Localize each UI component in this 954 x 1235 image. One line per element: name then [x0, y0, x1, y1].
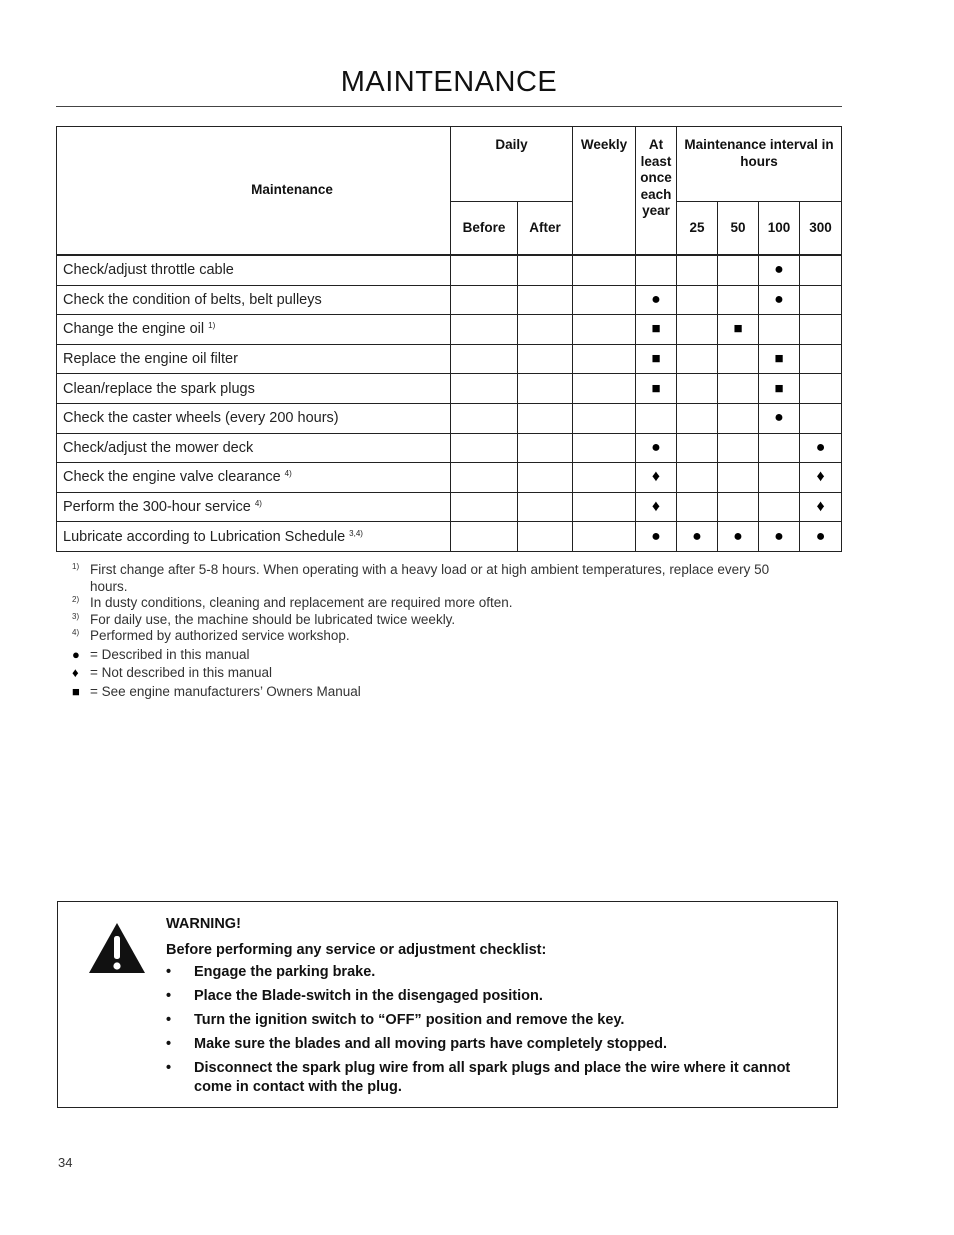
legend-text: = Described in this manual	[90, 646, 250, 662]
footnote-text: Performed by authorized service workshop.	[90, 628, 350, 643]
task-cell	[57, 403, 451, 433]
legend-item	[72, 684, 772, 701]
task-cell	[57, 285, 451, 315]
warning-item	[166, 987, 806, 1006]
cell-100h	[759, 344, 800, 374]
task-footnote-ref: 4)	[254, 499, 262, 509]
task-label: Perform the 300-hour service	[63, 499, 251, 516]
warning-title: WARNING!	[166, 916, 241, 932]
cell-daily-before	[451, 374, 518, 404]
page-title: MAINTENANCE	[340, 66, 558, 98]
header-300-hours: 300	[800, 202, 842, 256]
cell-daily-after	[518, 403, 573, 433]
footnote	[72, 628, 772, 645]
header-50-hours: 50	[718, 202, 759, 256]
square-mark: ■	[651, 379, 661, 397]
bullet-icon: •	[166, 1036, 172, 1052]
warning-text	[166, 916, 806, 1102]
cell-daily-after	[518, 315, 573, 345]
circle-mark: ●	[692, 527, 702, 545]
cell-25h	[677, 374, 718, 404]
task-label: Lubricate according to Lubrication Schedule	[63, 528, 346, 545]
table-row	[57, 492, 842, 522]
circle-mark: ●	[815, 438, 826, 456]
cell-weekly	[573, 403, 636, 433]
warning-item	[166, 1035, 806, 1054]
table-row	[57, 433, 842, 463]
header-at-least-once: At least once each year	[636, 127, 677, 256]
header-before: Before	[451, 202, 518, 256]
header-100-hours: 100	[759, 202, 800, 256]
symbol-legend	[72, 647, 772, 701]
cell-300h	[800, 403, 842, 433]
cell-yearly	[636, 433, 677, 463]
task-cell	[57, 315, 451, 345]
table-row	[57, 463, 842, 493]
header-daily: Daily	[451, 127, 573, 202]
cell-yearly	[636, 285, 677, 315]
cell-25h	[677, 403, 718, 433]
cell-50h	[718, 492, 759, 522]
cell-yearly	[636, 463, 677, 493]
cell-daily-before	[451, 522, 518, 552]
cell-100h	[759, 492, 800, 522]
maintenance-schedule-table	[56, 126, 842, 552]
cell-300h	[800, 433, 842, 463]
cell-weekly	[573, 285, 636, 315]
cell-50h	[718, 403, 759, 433]
cell-weekly	[573, 344, 636, 374]
cell-100h	[759, 433, 800, 463]
table-row	[57, 522, 842, 552]
cell-daily-before	[451, 285, 518, 315]
task-footnote-ref: 1)	[208, 321, 216, 331]
cell-300h	[800, 492, 842, 522]
footnote-number: 3)	[72, 611, 80, 621]
cell-25h	[677, 492, 718, 522]
footnote-number: 1)	[72, 562, 80, 571]
circle-mark: ●	[774, 261, 784, 279]
cell-300h	[800, 374, 842, 404]
circle-mark: ●	[651, 290, 661, 308]
cell-daily-after	[518, 522, 573, 552]
legend-text: = See engine manufacturers’ Owners Manual	[90, 683, 361, 699]
footnote-number: 2)	[72, 595, 80, 604]
warning-item-text: Make sure the blades and all moving parts have completely stopped.	[194, 1036, 667, 1052]
warning-item-text: Place the Blade-switch in the disengaged position.	[194, 988, 543, 1004]
circle-mark: ●	[774, 290, 784, 308]
warning-box	[57, 901, 838, 1108]
cell-25h	[677, 255, 718, 285]
bullet-icon: •	[166, 1012, 172, 1028]
warning-item	[166, 963, 806, 982]
circle-mark: ●	[651, 527, 661, 545]
warning-triangle-icon	[88, 922, 146, 974]
header-weekly: Weekly	[573, 127, 636, 256]
cell-daily-after	[518, 374, 573, 404]
footnote-list	[72, 562, 772, 645]
footnote-text: For daily use, the machine should be lubricated twice weekly.	[90, 611, 456, 627]
cell-100h	[759, 315, 800, 345]
cell-300h	[800, 522, 842, 552]
footnotes	[72, 562, 772, 700]
task-footnote-ref: 3,4)	[349, 528, 363, 538]
circle-mark: ●	[774, 527, 784, 545]
cell-daily-after	[518, 463, 573, 493]
cell-daily-after	[518, 255, 573, 285]
cell-25h	[677, 522, 718, 552]
cell-50h	[718, 374, 759, 404]
cell-50h	[718, 255, 759, 285]
cell-weekly	[573, 374, 636, 404]
bullet-icon: •	[166, 988, 172, 1004]
cell-daily-before	[451, 492, 518, 522]
warning-item	[166, 1011, 806, 1030]
legend-text: = Not described in this manual	[90, 665, 272, 680]
cell-300h	[800, 344, 842, 374]
cell-100h	[759, 285, 800, 315]
cell-daily-after	[518, 285, 573, 315]
maintenance-rows	[57, 255, 842, 551]
footnote-number: 4)	[72, 628, 80, 637]
diamond-mark: ♦	[651, 498, 661, 516]
table-row	[57, 403, 842, 433]
task-label: Replace the engine oil filter	[63, 351, 238, 368]
bullet-icon: •	[166, 1060, 172, 1076]
cell-25h	[677, 433, 718, 463]
cell-daily-before	[451, 403, 518, 433]
cell-yearly	[636, 315, 677, 345]
footnote-text: First change after 5-8 hours. When operating with a heavy load or at high ambient temperatures, replace every 50 hours.	[90, 562, 770, 594]
footnote	[72, 595, 772, 612]
square-mark: ■	[733, 320, 743, 338]
cell-100h	[759, 374, 800, 404]
warning-item	[166, 1059, 806, 1097]
task-cell	[57, 433, 451, 463]
cell-25h	[677, 344, 718, 374]
cell-weekly	[573, 522, 636, 552]
cell-50h	[718, 433, 759, 463]
cell-50h	[718, 344, 759, 374]
cell-300h	[800, 285, 842, 315]
table-row	[57, 374, 842, 404]
cell-weekly	[573, 492, 636, 522]
bullet-icon: •	[166, 964, 172, 980]
cell-50h	[718, 315, 759, 345]
task-cell	[57, 522, 451, 552]
cell-100h	[759, 463, 800, 493]
footnote	[72, 612, 772, 629]
legend-symbol: ■	[72, 683, 80, 699]
task-label: Check/adjust the mower deck	[63, 439, 254, 456]
cell-300h	[800, 255, 842, 285]
cell-yearly	[636, 374, 677, 404]
circle-mark: ●	[815, 527, 826, 545]
task-cell	[57, 463, 451, 493]
task-footnote-ref: 4)	[284, 469, 292, 479]
legend-symbol: ●	[72, 646, 80, 662]
circle-mark: ●	[774, 409, 784, 427]
cell-weekly	[573, 433, 636, 463]
cell-25h	[677, 315, 718, 345]
cell-daily-before	[451, 463, 518, 493]
circle-mark: ●	[651, 438, 661, 456]
task-label: Check the caster wheels (every 200 hours)	[63, 410, 339, 427]
table-row	[57, 344, 842, 374]
cell-yearly	[636, 255, 677, 285]
task-label: Check the engine valve clearance	[63, 469, 281, 486]
task-label: Check the condition of belts, belt pulleys	[63, 291, 322, 308]
diamond-mark: ♦	[816, 468, 825, 486]
cell-daily-after	[518, 492, 573, 522]
cell-yearly	[636, 522, 677, 552]
cell-100h	[759, 403, 800, 433]
cell-daily-before	[451, 315, 518, 345]
legend-item	[72, 665, 772, 682]
cell-weekly	[573, 255, 636, 285]
header-interval: Maintenance interval in hours	[677, 127, 842, 202]
square-mark: ■	[774, 350, 784, 368]
cell-daily-after	[518, 344, 573, 374]
task-cell	[57, 374, 451, 404]
diamond-mark: ♦	[816, 498, 825, 516]
legend-item	[72, 647, 772, 664]
footnote-text: In dusty conditions, cleaning and replacement are required more often.	[90, 595, 513, 610]
table-row	[57, 315, 842, 345]
cell-daily-before	[451, 344, 518, 374]
cell-yearly	[636, 492, 677, 522]
task-cell	[57, 492, 451, 522]
cell-daily-after	[518, 433, 573, 463]
header-after: After	[518, 202, 573, 256]
legend-symbol: ♦	[72, 665, 79, 680]
cell-300h	[800, 463, 842, 493]
square-mark: ■	[651, 320, 661, 338]
task-label: Check/adjust throttle cable	[63, 262, 234, 279]
circle-mark: ●	[733, 527, 743, 545]
warning-checklist	[166, 963, 806, 1097]
square-mark: ■	[651, 350, 661, 368]
cell-50h	[718, 285, 759, 315]
cell-yearly	[636, 403, 677, 433]
cell-100h	[759, 255, 800, 285]
table-row	[57, 255, 842, 285]
cell-300h	[800, 315, 842, 345]
warning-item-text: Disconnect the spark plug wire from all spark plugs and place the wire where it cannot come in contact with the plug.	[194, 1060, 791, 1095]
cell-weekly	[573, 463, 636, 493]
task-label: Change the engine oil	[63, 321, 205, 338]
title-divider	[56, 106, 842, 107]
header-25-hours: 25	[677, 202, 718, 256]
warning-lead: Before performing any service or adjustment checklist:	[166, 942, 547, 958]
task-label: Clean/replace the spark plugs	[63, 380, 255, 397]
cell-daily-before	[451, 433, 518, 463]
warning-item-text: Turn the ignition switch to “OFF” position and remove the key.	[194, 1012, 625, 1028]
task-cell	[57, 344, 451, 374]
cell-50h	[718, 463, 759, 493]
cell-yearly	[636, 344, 677, 374]
cell-100h	[759, 522, 800, 552]
warning-item-text: Engage the parking brake.	[194, 964, 376, 980]
cell-daily-before	[451, 255, 518, 285]
square-mark: ■	[774, 379, 784, 397]
task-cell	[57, 255, 451, 285]
footnote	[72, 562, 772, 595]
cell-weekly	[573, 315, 636, 345]
cell-25h	[677, 463, 718, 493]
diamond-mark: ♦	[651, 468, 661, 486]
page-number: 34	[58, 1155, 73, 1170]
cell-25h	[677, 285, 718, 315]
table-row	[57, 285, 842, 315]
header-maintenance: Maintenance	[57, 127, 451, 256]
cell-50h	[718, 522, 759, 552]
